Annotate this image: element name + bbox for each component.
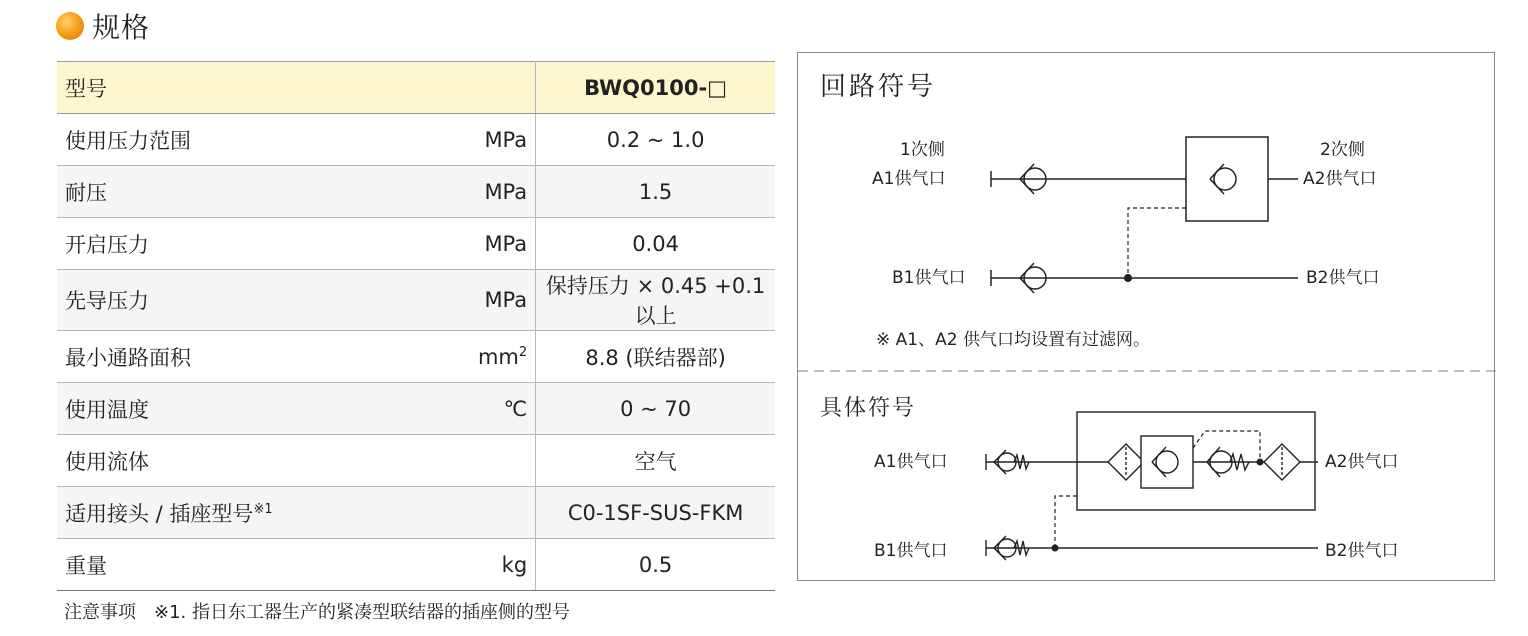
table-row <box>57 383 775 435</box>
row-unit: MPa <box>296 218 535 270</box>
junction-dot <box>1124 274 1132 282</box>
label-superscript: ※1 <box>253 501 273 517</box>
detail-junction-dot-a <box>1257 459 1264 466</box>
row-unit: ℃ <box>296 383 535 435</box>
spec-table <box>57 61 775 591</box>
spec-header-row <box>57 62 775 114</box>
side2-label: 2次侧 <box>1320 140 1365 160</box>
row-unit <box>296 331 535 383</box>
circuit-lines <box>991 137 1298 293</box>
unit-superscript: 2 <box>518 344 528 360</box>
label-text: 适用接头 / 插座型号 <box>65 501 254 526</box>
side1-label: 1次侧 <box>900 140 945 160</box>
orange-bullet-icon <box>56 12 84 40</box>
row-label: 使用流体 <box>57 435 296 487</box>
model-value: BWQ0100-□ <box>536 62 775 114</box>
row-unit: MPa <box>296 270 535 331</box>
row-unit: kg <box>296 539 535 591</box>
section-title: 规格 <box>92 11 151 44</box>
row-label: 开启压力 <box>57 218 296 270</box>
table-row <box>57 435 775 487</box>
table-row <box>57 331 775 383</box>
row-value: 8.8 (联结器部) <box>536 331 775 383</box>
model-label: 型号 <box>57 62 536 114</box>
row-value: 1.5 <box>536 166 775 218</box>
row-label: 使用压力范围 <box>57 114 296 166</box>
row-label: 先导压力 <box>57 270 296 331</box>
detail-b2-label: B2供气口 <box>1325 541 1399 561</box>
footnote-text: 注意事项 ※1. 指日东工器生产的紧凑型联结器的插座侧的型号 <box>64 602 570 623</box>
detail-title: 具体符号 <box>820 396 917 421</box>
b1-port-label: B1供气口 <box>892 268 966 288</box>
circuit-footnote: ※ A1、A2 供气口均设置有过滤网。 <box>876 330 1150 350</box>
row-label: 耐压 <box>57 166 296 218</box>
symbol-panel <box>797 52 1495 581</box>
section-heading <box>56 8 150 44</box>
row-value: 0.2 ~ 1.0 <box>536 114 775 166</box>
row-unit: MPa <box>296 114 535 166</box>
row-value: 0.04 <box>536 218 775 270</box>
detail-a1-label: A1供气口 <box>874 452 948 472</box>
circuit-title: 回路符号 <box>820 72 937 102</box>
table-row <box>57 114 775 166</box>
table-row <box>57 166 775 218</box>
row-value: 0.5 <box>536 539 775 591</box>
table-row <box>57 218 775 270</box>
row-unit <box>296 435 535 487</box>
detail-b1-label: B1供气口 <box>874 541 948 561</box>
detail-lines <box>986 412 1318 560</box>
row-unit: MPa <box>296 166 535 218</box>
row-value: 保持压力 × 0.45 +0.1 以上 <box>536 270 775 331</box>
a1-port-label: A1供气口 <box>872 169 946 189</box>
row-value: 空气 <box>536 435 775 487</box>
unit-text: mm <box>477 344 519 369</box>
row-label: 重量 <box>57 539 296 591</box>
detail-junction-dot-b <box>1052 545 1059 552</box>
row-label: 使用温度 <box>57 383 296 435</box>
table-row <box>57 487 775 539</box>
circuit-diagram <box>798 53 1496 582</box>
b2-port-label: B2供气口 <box>1306 268 1380 288</box>
row-label: 最小通路面积 <box>57 331 296 383</box>
table-row <box>57 539 775 591</box>
table-row <box>57 270 775 331</box>
row-value: C0-1SF-SUS-FKM <box>536 487 775 539</box>
row-value: 0 ~ 70 <box>536 383 775 435</box>
a2-port-label: A2供气口 <box>1303 169 1377 189</box>
row-label <box>57 487 536 539</box>
detail-a2-label: A2供气口 <box>1325 452 1399 472</box>
